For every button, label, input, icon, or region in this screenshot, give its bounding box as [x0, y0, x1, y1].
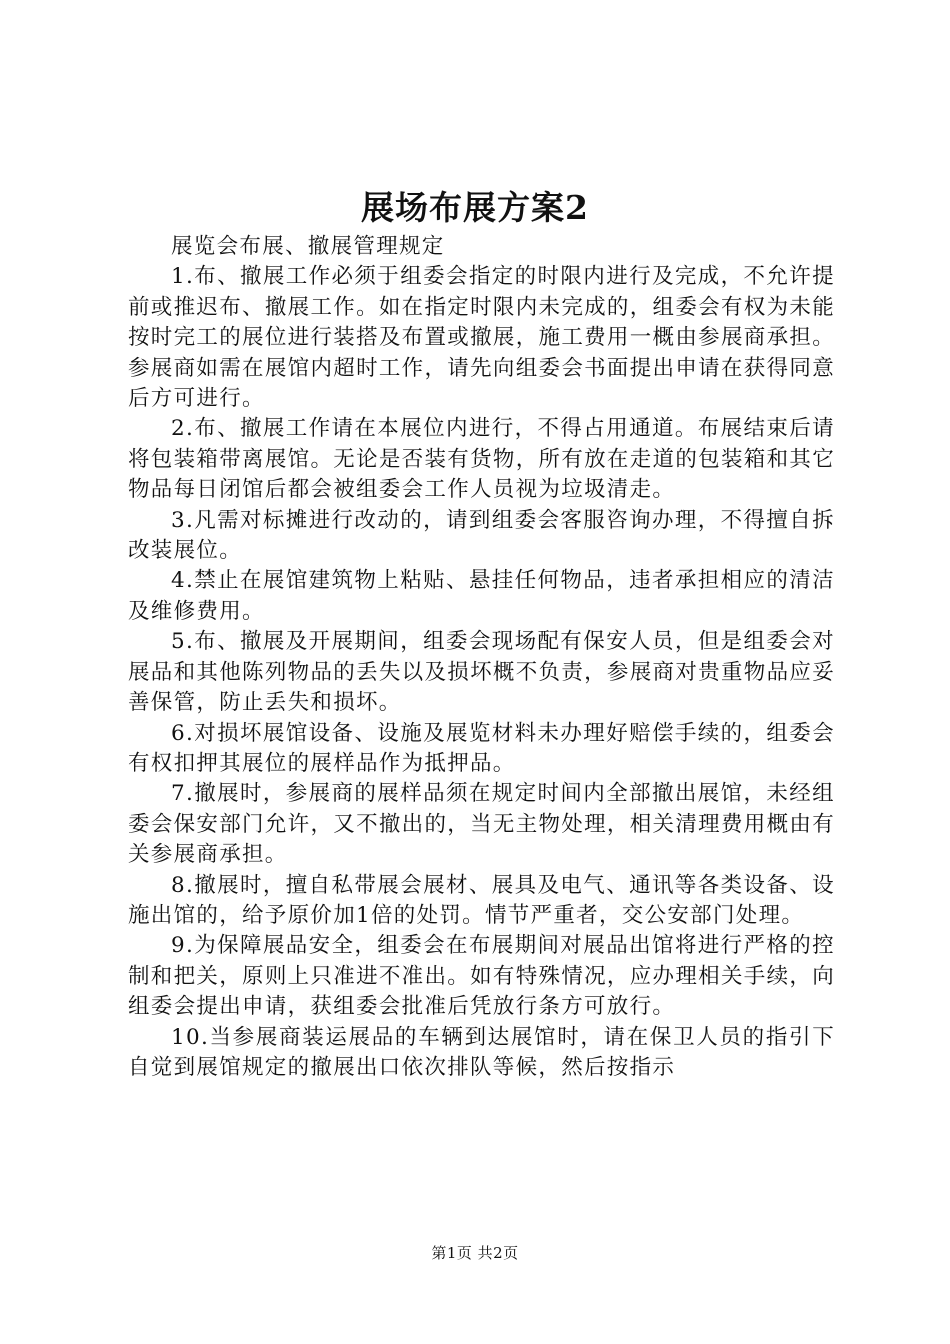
document-body	[128, 232, 835, 1083]
paragraph-7: 7.撤展时，参展商的展样品须在规定时间内全部撤出展馆，未经组委会保安部门允许，又不撤出的，当无主物处理，相关清理费用概由有关参展商承担。	[128, 781, 835, 868]
paragraph-5: 5.布、撤展及开展期间，组委会现场配有保安人员，但是组委会对展品和其他陈列物品的丢失以及损坏概不负责，参展商对贵重物品应妥善保管，防止丢失和损坏。	[128, 629, 835, 716]
document-subtitle: 展览会布展、撤展管理规定	[171, 234, 445, 259]
paragraph-3: 3.凡需对标摊进行改动的，请到组委会客服咨询办理，不得擅自拆改装展位。	[128, 507, 835, 564]
paragraph-2: 2.布、撤展工作请在本展位内进行，不得占用通道。布展结束后请将包装箱带离展馆。无论是否装有货物，所有放在走道的包装箱和其它物品每日闭馆后都会被组委会工作人员视为垃圾清走。	[128, 416, 835, 503]
document-title: 展场布展方案2	[361, 188, 589, 227]
paragraph-9: 9.为保障展品安全，组委会在布展期间对展品出馆将进行严格的控制和把关，原则上只准进不准出。如有特殊情况，应办理相关手续，向组委会提出申请，获组委会批准后凭放行条方可放行。	[128, 933, 835, 1020]
paragraph-10: 10.当参展商装运展品的车辆到达展馆时，请在保卫人员的指引下自觉到展馆规定的撤展出口依次排队等候，然后按指示	[128, 1024, 835, 1080]
page-footer: 第1页 共2页	[431, 1244, 519, 1262]
paragraph-4: 4.禁止在展馆建筑物上粘贴、悬挂任何物品，违者承担相应的清洁及维修费用。	[128, 568, 835, 624]
paragraph-6: 6.对损坏展馆设备、设施及展览材料未办理好赔偿手续的，组委会有权扣押其展位的展样品作为抵押品。	[128, 720, 835, 776]
paragraph-1: 1.布、撤展工作必须于组委会指定的时限内进行及完成，不允许提前或推迟布、撤展工作。如在指定时限内未完成的，组委会有权为未能按时完工的展位进行装搭及布置或撤展，施工费用一概由参展商承担。参展商如需在展馆内超时工作，请先向组委会书面提出申请在获得同意后方可进行。	[128, 264, 835, 412]
paragraph-8: 8.撤展时，擅自私带展会展材、展具及电气、通讯等各类设备、设施出馆的，给予原价加1倍的处罚。情节严重者，交公安部门处理。	[128, 872, 835, 928]
